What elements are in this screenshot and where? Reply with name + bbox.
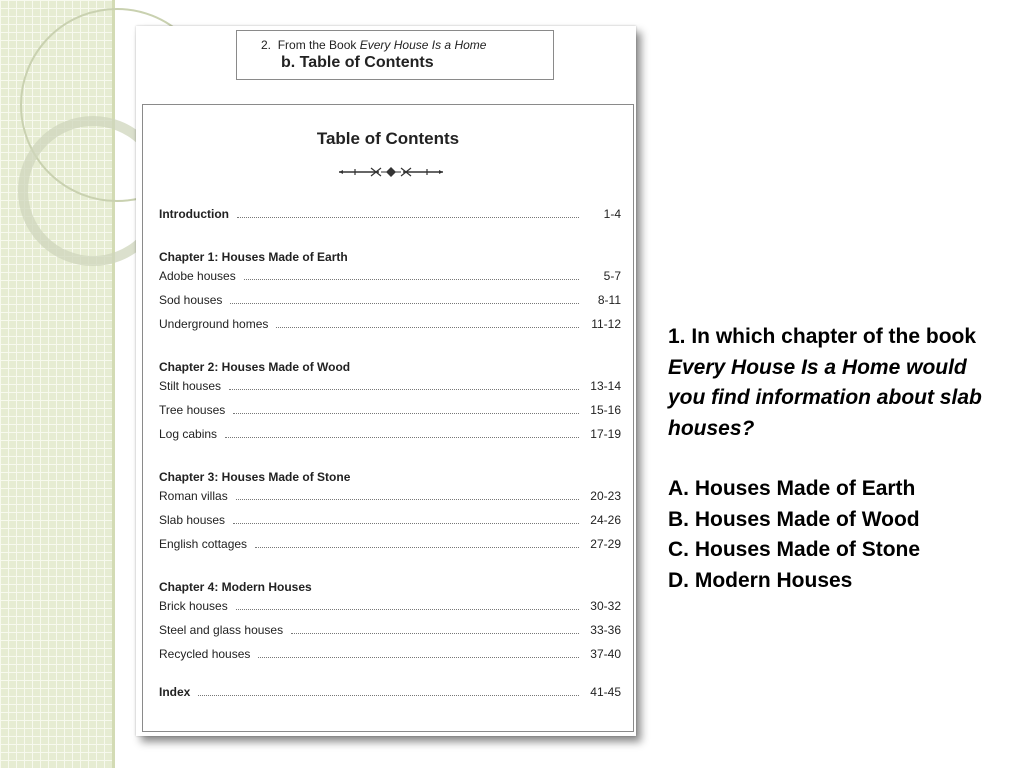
answer-option-a[interactable]: A. Houses Made of Earth (668, 477, 916, 500)
toc-leader-dots (233, 514, 579, 524)
toc-leader-dots (237, 208, 579, 218)
toc-entry-pages: 5-7 (603, 269, 621, 283)
toc-leader-dots (225, 428, 579, 438)
toc-chapter-heading: Chapter 2: Houses Made of Wood (159, 360, 351, 374)
toc-entry (159, 379, 621, 403)
header-source-line (261, 38, 553, 53)
toc-entry-pages: 27-29 (590, 537, 621, 551)
toc-chapter-heading: Chapter 3: Houses Made of Stone (159, 470, 351, 484)
toc-entry (159, 269, 621, 293)
toc-entry-label: Introduction (159, 207, 229, 221)
question-block (668, 322, 1008, 596)
toc-entry-label: Log cabins (159, 427, 218, 441)
toc-entry (159, 293, 621, 317)
toc-entry (159, 427, 621, 451)
toc-entry-pages: 33-36 (590, 623, 621, 637)
header-subtitle: b. Table of Contents (281, 54, 434, 71)
toc-entry (159, 537, 621, 561)
toc-leader-dots (229, 380, 579, 390)
toc-entry-label: Slab houses (159, 513, 226, 527)
toc-entry (159, 403, 621, 427)
toc-entry-pages: 11-12 (591, 317, 621, 331)
toc-entry-label: Underground homes (159, 317, 269, 331)
toc-entry-pages: 17-19 (590, 427, 621, 441)
toc-leader-dots (255, 538, 579, 548)
toc-entry-label: Sod houses (159, 293, 223, 307)
toc-entry-label: Adobe houses (159, 269, 236, 283)
toc-leader-dots (236, 600, 579, 610)
toc-leader-dots (233, 404, 579, 414)
toc-entry-introduction (159, 207, 621, 231)
toc-entry-label: Recycled houses (159, 647, 251, 661)
answer-option-c[interactable]: C. Houses Made of Stone (668, 538, 921, 561)
answer-option-d[interactable]: D. Modern Houses (668, 568, 853, 592)
question-prefix: 1. In which chapter of the book (668, 325, 977, 348)
header-book-title: Every House Is a Home (359, 38, 487, 52)
toc-leader-dots (244, 270, 579, 280)
toc-entry-pages: 37-40 (590, 647, 621, 661)
header-number: 2. (261, 38, 272, 52)
toc-entry (159, 599, 621, 623)
toc-entry (159, 513, 621, 537)
question-text (668, 322, 1008, 444)
toc-entry-label: Roman villas (159, 489, 228, 503)
table-of-contents (142, 104, 634, 732)
toc-entry-pages: 1-4 (603, 207, 621, 221)
toc-entry (159, 317, 621, 341)
toc-entry-label: Stilt houses (159, 379, 222, 393)
toc-entry-label: English cottages (159, 537, 248, 551)
toc-leader-dots (230, 294, 579, 304)
toc-entry-label: Tree houses (159, 403, 226, 417)
toc-entry-pages: 30-32 (590, 599, 621, 613)
toc-entry-pages: 15-16 (590, 403, 621, 417)
question-italic-text: Every House Is a Home would you find information about slab houses? (668, 355, 982, 440)
header-prefix: From the Book (277, 38, 357, 52)
toc-leader-dots (291, 624, 579, 634)
document-page (136, 26, 636, 736)
toc-leader-dots (236, 490, 579, 500)
toc-list (159, 207, 621, 709)
answer-option-b[interactable]: B. Houses Made of Wood (668, 507, 920, 531)
toc-entry (159, 647, 621, 671)
answer-list (668, 474, 1008, 596)
toc-entry-pages: 24-26 (590, 513, 621, 527)
toc-entry-label: Brick houses (159, 599, 228, 613)
toc-spacer (159, 671, 621, 685)
toc-leader-dots (258, 648, 579, 658)
toc-entry-pages: 20-23 (590, 489, 621, 503)
toc-chapter-heading: Chapter 1: Houses Made of Earth (159, 250, 348, 264)
document-header (236, 30, 554, 80)
toc-entry (159, 623, 621, 647)
toc-entry-pages: 13-14 (590, 379, 621, 393)
toc-entry-label: Steel and glass houses (159, 623, 284, 637)
toc-entry-pages: 41-45 (590, 685, 621, 699)
toc-entry-pages: 8-11 (597, 293, 621, 307)
toc-title: Table of Contents (316, 129, 460, 148)
toc-leader-dots (198, 686, 579, 696)
toc-leader-dots (276, 318, 579, 328)
decorative-divider-ornament-icon (337, 165, 445, 179)
toc-chapter-heading: Chapter 4: Modern Houses (159, 580, 312, 594)
toc-entry (159, 489, 621, 513)
toc-entry-label: Index (159, 685, 191, 699)
toc-entry-index (159, 685, 621, 709)
